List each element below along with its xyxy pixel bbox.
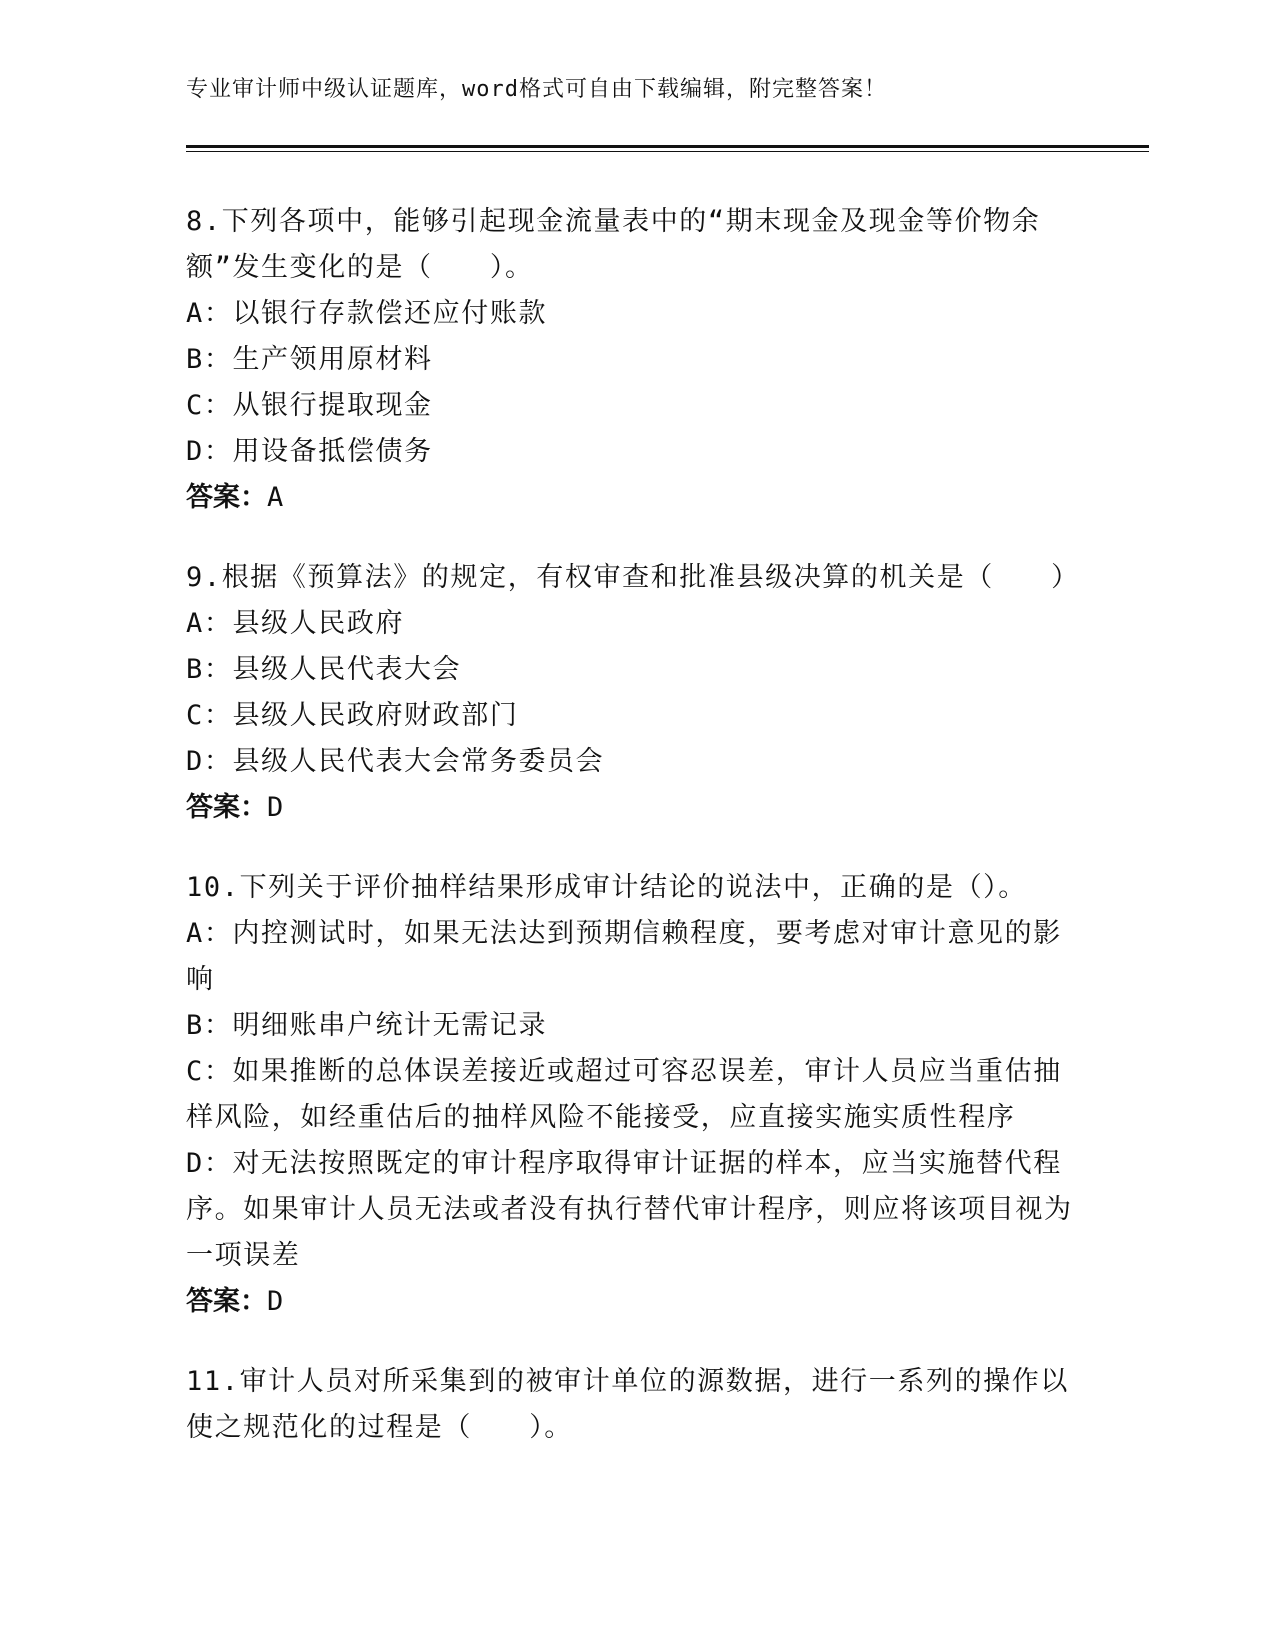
option-b: B：明细账串户统计无需记录 <box>186 1010 548 1041</box>
answer-label: 答案： <box>186 792 267 823</box>
answer-label: 答案： <box>186 482 267 513</box>
option-d: D：对无法按照既定的审计程序取得审计证据的样本，应当实施替代程序。如果审计人员无法或者没有执行替代审计程序，则应将该项目视为一项误差 <box>186 1148 1073 1271</box>
answer-value: D <box>267 1286 284 1317</box>
answer-line <box>186 1279 1086 1325</box>
question-stem: 10.下列关于评价抽样结果形成审计结论的说法中，正确的是（）。 <box>186 872 1027 903</box>
option-a: A：县级人民政府 <box>186 608 405 639</box>
option-a: A：内控测试时，如果无法达到预期信赖程度，要考虑对审计意见的影响 <box>186 918 1062 995</box>
option-a: A：以银行存款偿还应付账款 <box>186 298 548 329</box>
question-stem: 8.下列各项中，能够引起现金流量表中的“期末现金及现金等价物余额”发生变化的是（ ）。 <box>186 206 1041 283</box>
question-8 <box>186 199 1086 521</box>
question-stem: 11.审计人员对所采集到的被审计单位的源数据，进行一系列的操作以使之规范化的过程是（ ）。 <box>186 1366 1069 1443</box>
page-header: 专业审计师中级认证题库，word格式可自由下载编辑，附完整答案！ <box>186 77 887 102</box>
option-b: B：生产领用原材料 <box>186 344 433 375</box>
option-d: D：用设备抵偿债务 <box>186 436 433 467</box>
answer-line <box>186 785 1086 831</box>
option-c: C：从银行提取现金 <box>186 390 433 421</box>
header-divider-thin <box>186 151 1149 152</box>
question-10 <box>186 865 1086 1325</box>
question-11 <box>186 1359 1086 1451</box>
option-c: C：如果推断的总体误差接近或超过可容忍误差，审计人员应当重估抽样风险，如经重估后的抽样风险不能接受，应直接实施实质性程序 <box>186 1056 1062 1133</box>
answer-value: A <box>267 482 284 513</box>
answer-value: D <box>267 792 284 823</box>
option-d: D：县级人民代表大会常务委员会 <box>186 746 605 777</box>
question-9 <box>186 555 1086 831</box>
option-c: C：县级人民政府财政部门 <box>186 700 519 731</box>
answer-label: 答案： <box>186 1286 267 1317</box>
question-stem: 9.根据《预算法》的规定，有权审查和批准县级决算的机关是（ ） <box>186 562 1080 593</box>
option-b: B：县级人民代表大会 <box>186 654 462 685</box>
header-divider-thick <box>186 145 1149 148</box>
question-list <box>186 199 1086 1485</box>
answer-line <box>186 475 1086 521</box>
